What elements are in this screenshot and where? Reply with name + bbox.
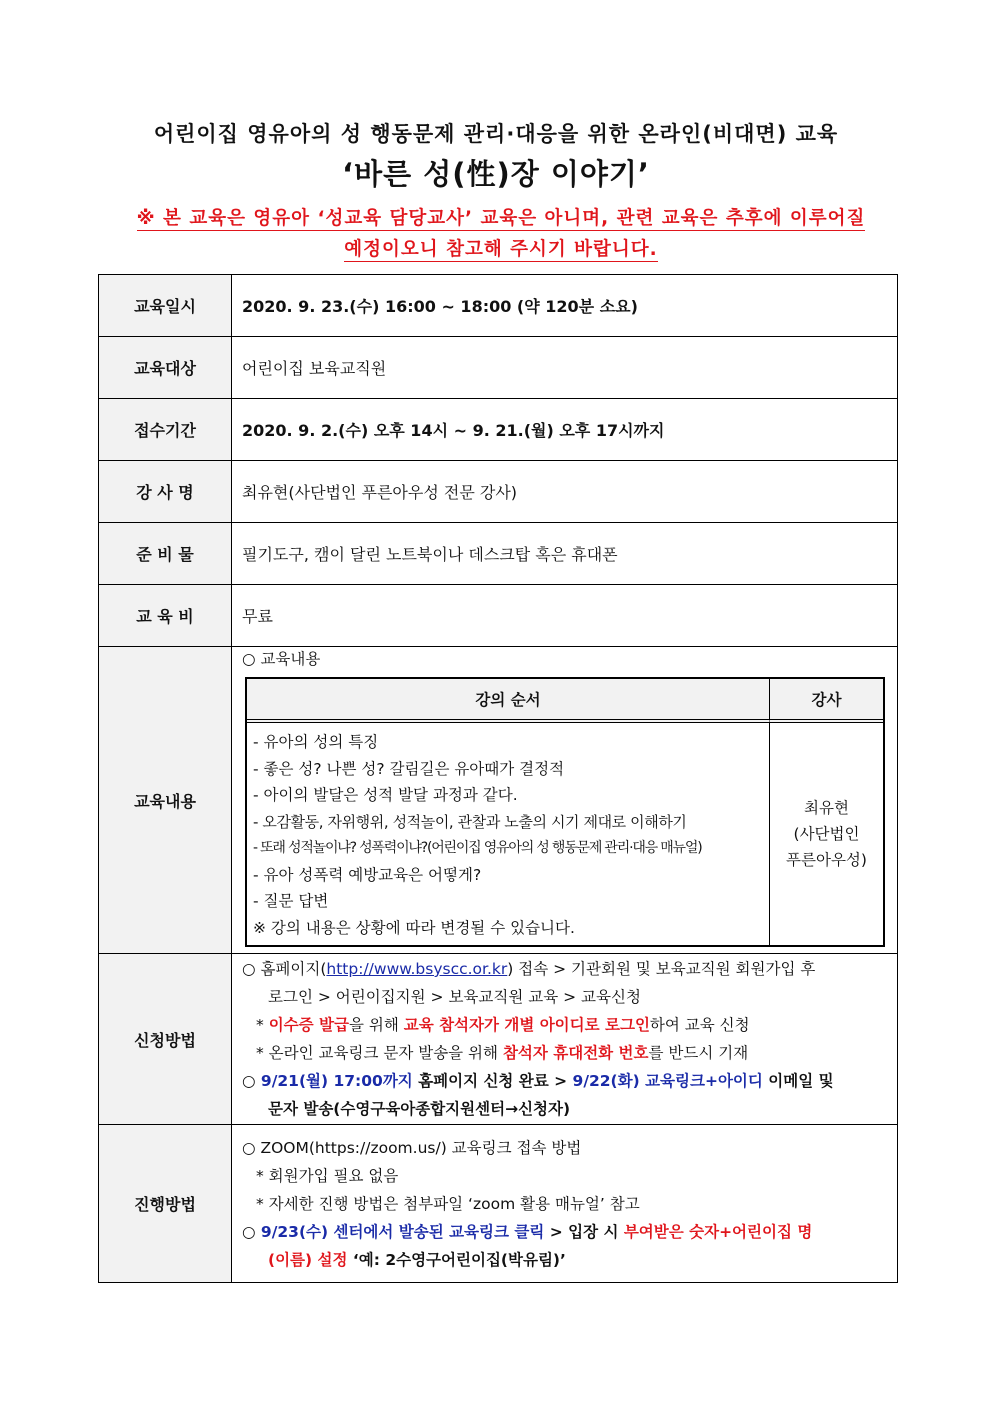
content-heading: ○ 교육내용 bbox=[242, 650, 321, 668]
proceed-l5-b: ‘예: 2수영구어린이집(박유림)’ bbox=[347, 1250, 566, 1269]
list-item: - 좋은 성? 나쁜 성? 갈림길은 유아때가 결정적 bbox=[253, 759, 565, 778]
fee-label: 교 육 비 bbox=[99, 585, 232, 647]
apply-l5-b: 홈페이지 신청 완료 > bbox=[412, 1072, 573, 1090]
proceed-l4-a: ○ bbox=[242, 1222, 261, 1241]
apply-l3-b: 을 위해 bbox=[348, 1016, 404, 1034]
apply-l5-blue2: 9/22(화) 교육링크+아이디 bbox=[572, 1072, 763, 1090]
apply-line-5 bbox=[242, 1067, 897, 1095]
proceed-l4-b: > 입장 시 bbox=[544, 1222, 624, 1241]
notice-line-1: ※ 본 교육은 영유아 ‘성교육 담당교사’ 교육은 아니며, 관련 교육은 추후에 이루어질 bbox=[136, 208, 866, 229]
apply-l4-red: 참석자 휴대전화 번호 bbox=[502, 1044, 649, 1062]
lecturer-org-2: 푸른아우성) bbox=[786, 851, 867, 869]
curriculum-table bbox=[245, 677, 885, 947]
target-value: 어린이집 보육교직원 bbox=[232, 337, 898, 399]
lecturer-value: 최유현(사단법인 푸른아우성 전문 강사) bbox=[232, 461, 898, 523]
notice bbox=[106, 203, 896, 265]
apply-line-1 bbox=[242, 955, 897, 983]
apply-line-2: 로그인 > 어린이집지원 > 보육교직원 교육 > 교육신청 bbox=[268, 988, 641, 1006]
apply-l3-c: 하여 교육 신청 bbox=[649, 1016, 750, 1034]
apply-line-3 bbox=[242, 1011, 897, 1039]
fee-value: 무료 bbox=[232, 585, 898, 647]
curriculum-list bbox=[247, 723, 770, 945]
date-value: 2020. 9. 23.(수) 16:00 ~ 18:00 (약 120분 소요) bbox=[232, 275, 898, 337]
apply-cell bbox=[232, 954, 898, 1125]
proceed-line-1: ○ ZOOM(https://zoom.us/) 교육링크 접속 방법 bbox=[242, 1138, 582, 1157]
apply-l4-b: 를 반드시 기재 bbox=[648, 1044, 749, 1062]
apply-l5-blue1: 9/21(월) 17:00까지 bbox=[260, 1072, 413, 1090]
proceed-cell bbox=[232, 1125, 898, 1283]
list-item: - 또래 성적놀이냐? 성폭력이냐?(어린이집 영유아의 성 행동문제 관리·대응 매뉴얼) bbox=[253, 840, 702, 856]
proceed-line-3: * 자세한 진행 방법은 첨부파일 ‘zoom 활용 매뉴얼’ 참고 bbox=[256, 1194, 640, 1213]
apply-label: 신청방법 bbox=[99, 954, 232, 1125]
proceed-label: 진행방법 bbox=[99, 1125, 232, 1283]
lecturer-org-1: (사단법인 bbox=[793, 825, 860, 843]
content-label: 교육내용 bbox=[99, 647, 232, 954]
curriculum-note: ※ 강의 내용은 상황에 따라 변경될 수 있습니다. bbox=[253, 918, 575, 937]
list-item: - 아이의 발달은 성적 발달 과정과 같다. bbox=[253, 786, 518, 804]
apply-l5-a: ○ bbox=[242, 1072, 261, 1090]
apply-l4-a: * 온라인 교육링크 문자 발송을 위해 bbox=[256, 1044, 503, 1062]
list-item: - 유아 성폭력 예방교육은 어떻게? bbox=[253, 865, 482, 884]
proceed-line-2: * 회원가입 필요 없음 bbox=[256, 1166, 399, 1185]
period-label: 접수기간 bbox=[99, 399, 232, 461]
apply-l1-a: ○ 홈페이지( bbox=[242, 960, 327, 978]
proceed-line-5 bbox=[242, 1246, 897, 1274]
info-table bbox=[98, 274, 898, 1283]
apply-l3-red1: 이수증 발급 bbox=[268, 1016, 349, 1034]
list-item: - 오감활동, 자위행위, 성적놀이, 관찰과 노출의 시기 제대로 이해하기 bbox=[253, 812, 687, 831]
col-order-header: 강의 순서 bbox=[247, 679, 770, 723]
apply-l1-b: ) 접속 > 기관회원 및 보육교직원 회원가입 후 bbox=[507, 960, 816, 978]
homepage-link[interactable]: http://www.bsyscc.or.kr bbox=[326, 960, 508, 978]
supplies-label: 준 비 물 bbox=[99, 523, 232, 585]
lecturer-label: 강 사 명 bbox=[99, 461, 232, 523]
proceed-l4-blue: 9/23(수) 센터에서 발송된 교육링크 클릭 bbox=[260, 1222, 545, 1241]
list-item: - 유아의 성의 특징 bbox=[253, 733, 379, 751]
curriculum-lecturer bbox=[770, 723, 883, 945]
col-lecturer-header: 강사 bbox=[770, 679, 883, 723]
apply-l5-c: 이메일 및 bbox=[762, 1072, 834, 1090]
proceed-l5-red: (이름) 설정 bbox=[268, 1250, 348, 1269]
date-label: 교육일시 bbox=[99, 275, 232, 337]
apply-line-4 bbox=[242, 1039, 897, 1067]
proceed-l4-red1: 부여받은 숫자+어린이집 명 bbox=[623, 1222, 813, 1241]
period-value: 2020. 9. 2.(수) 오후 14시 ~ 9. 21.(월) 오후 17시까지 bbox=[232, 399, 898, 461]
notice-line-2: 예정이오니 참고해 주시기 바랍니다. bbox=[344, 239, 658, 260]
list-item: - 질문 답변 bbox=[253, 892, 329, 910]
content-cell bbox=[232, 647, 898, 954]
apply-l3-red2: 교육 참석자가 개별 아이디로 로그인 bbox=[403, 1016, 650, 1034]
apply-line-6: 문자 발송(수영구육아종합지원센터→신청자) bbox=[268, 1100, 571, 1118]
lecturer-name: 최유현 bbox=[804, 799, 849, 817]
document-subtitle: ‘바른 성(性)장 이야기’ bbox=[342, 157, 650, 191]
apply-l3-a: * bbox=[256, 1016, 269, 1034]
target-label: 교육대상 bbox=[99, 337, 232, 399]
proceed-line-4 bbox=[242, 1218, 897, 1246]
supplies-value: 필기도구, 캠이 달린 노트북이나 데스크탑 혹은 휴대폰 bbox=[232, 523, 898, 585]
document-title: 어린이집 영유아의 성 행동문제 관리·대응을 위한 온라인(비대면) 교육 bbox=[153, 122, 839, 146]
